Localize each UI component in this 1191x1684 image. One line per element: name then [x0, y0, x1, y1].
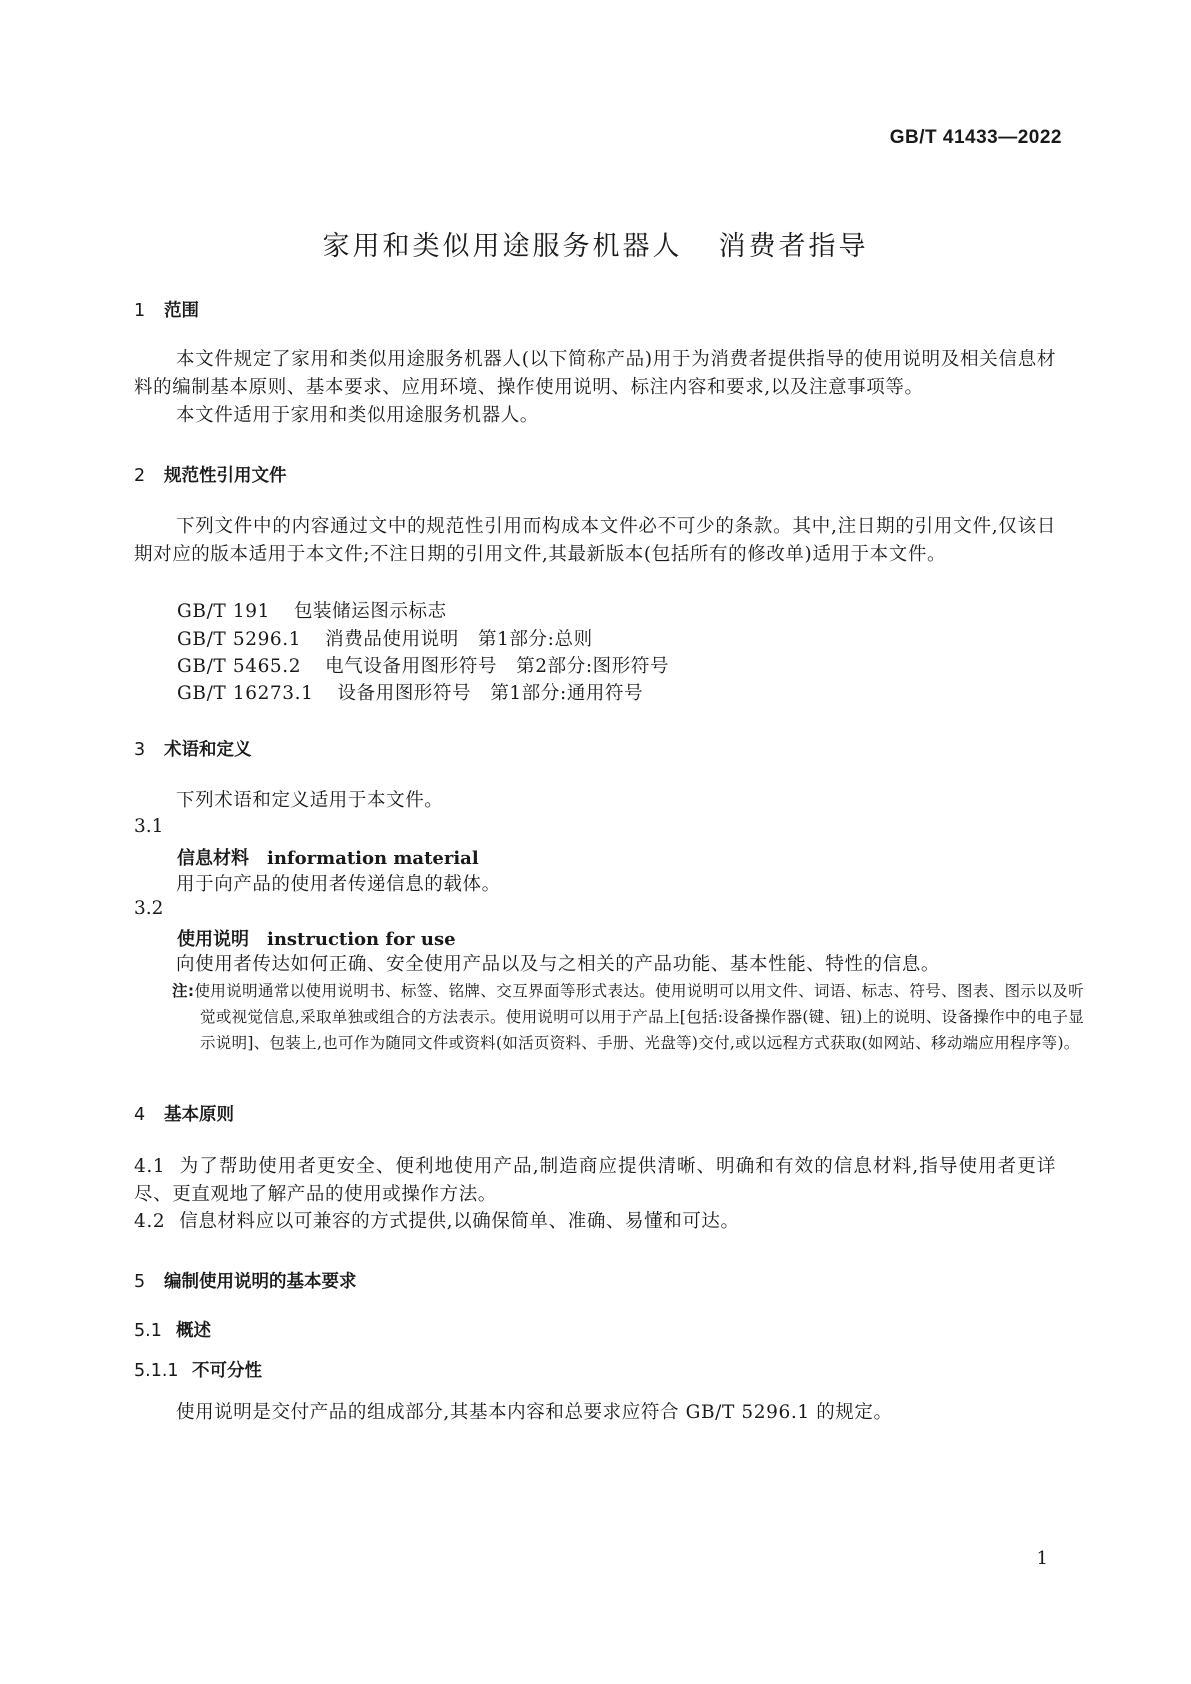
section-5-heading: 5 编制使用说明的基本要求 — [134, 1272, 357, 1292]
section-2-heading: 2 规范性引用文件 — [134, 466, 287, 486]
title-sub: 消费者指导 — [718, 231, 869, 262]
section-3-heading: 3 术语和定义 — [134, 740, 252, 760]
section-1-para-1: 本文件规定了家用和类似用途服务机器人(以下简称产品)用于为消费者提供指导的使用说明及相关信息材料的编制基本原则、基本要求、应用环境、操作使用说明、标注内容和要求,以及注意事项等。 — [134, 349, 1056, 398]
term-3-1-definition: 用于向产品的使用者传递信息的载体。 — [176, 874, 501, 895]
normative-ref-1: GB/T 191 包装储运图示标志 — [177, 601, 447, 622]
section-5-1-1-heading: 5.1.1 不可分性 — [134, 1361, 262, 1381]
section-4-heading: 4 基本原则 — [134, 1105, 234, 1125]
document-title — [0, 224, 1191, 263]
section-1-heading: 1 范围 — [134, 301, 199, 321]
standard-code: GB/T 41433—2022 — [889, 127, 1062, 148]
term-3-1-title: 信息材料 information material — [177, 848, 479, 869]
normative-ref-3: GB/T 5465.2 电气设备用图形符号 第2部分:图形符号 — [177, 656, 670, 677]
note-label: 注: — [172, 982, 195, 1000]
section-1-para-2: 本文件适用于家用和类似用途服务机器人。 — [176, 405, 539, 426]
term-3-2-title: 使用说明 instruction for use — [177, 929, 456, 950]
term-3-2-number: 3.2 — [134, 898, 164, 919]
normative-ref-4: GB/T 16273.1 设备用图形符号 第1部分:通用符号 — [177, 683, 644, 704]
section-5-1-heading: 5.1 概述 — [134, 1321, 211, 1341]
note-text: 使用说明通常以使用说明书、标签、铭牌、交互界面等形式表达。使用说明可以用文件、词语、标志、符号、图表、图示以及听觉或视觉信息,采取单独或组合的方法表示。使用说明可以用于产品上[包括:设备操作器(键、钮)上的说明、设备操作中的电子显示说明]、包装上,也可作为随同文件或资料(如活页资料、手册、光盘等)交付,或以远程方式获取(如网站、移动端应用程序等)。 — [194, 982, 1084, 1052]
title-main: 家用和类似用途服务机器人 — [322, 231, 683, 262]
normative-ref-2: GB/T 5296.1 消费品使用说明 第1部分:总则 — [177, 629, 593, 650]
section-3-intro: 下列术语和定义适用于本文件。 — [176, 790, 444, 811]
term-3-1-number: 3.1 — [134, 816, 164, 837]
page-number: 1 — [1036, 1548, 1048, 1569]
clause-4-2: 4.2 信息材料应以可兼容的方式提供,以确保简单、准确、易懂和可达。 — [134, 1211, 740, 1232]
section-2-para-1: 下列文件中的内容通过文中的规范性引用而构成本文件必不可少的条款。其中,注日期的引用文件,仅该日期对应的版本适用于本文件;不注日期的引用文件,其最新版本(包括所有的修改单)适用于本文件。 — [134, 516, 1056, 565]
clause-4-1: 4.1 为了帮助使用者更安全、便利地使用产品,制造商应提供清晰、明确和有效的信息材料,指导使用者更详尽、更直观地了解产品的使用或操作方法。 — [134, 1156, 1056, 1205]
section-5-1-1-text: 使用说明是交付产品的组成部分,其基本内容和总要求应符合 GB/T 5296.1 的规定。 — [176, 1402, 893, 1423]
term-3-2-note — [172, 978, 1084, 1056]
term-3-2-definition: 向使用者传达如何正确、安全使用产品以及与之相关的产品功能、基本性能、特性的信息。 — [176, 954, 941, 975]
